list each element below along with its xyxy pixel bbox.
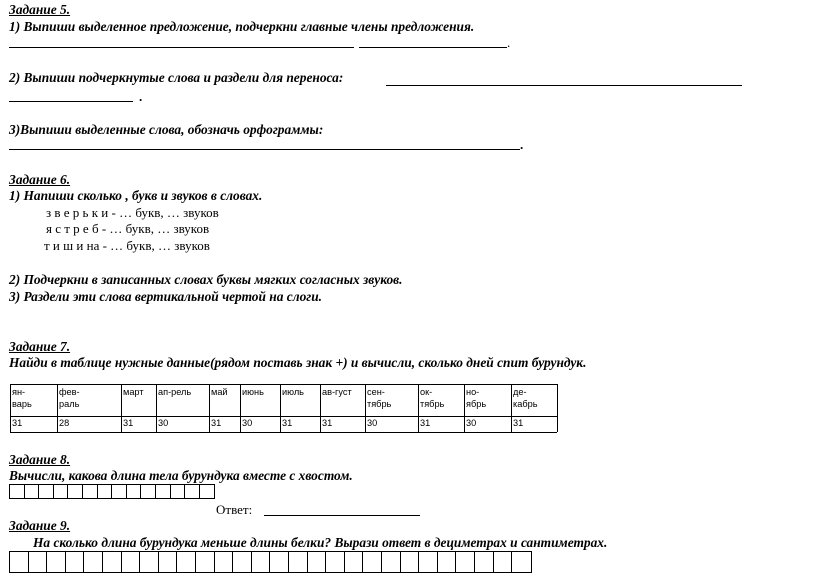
task9-text: На сколько длина бурундука меньше длины белки? Вырази ответ в дециметрах и сантиметрах. [33,535,608,550]
grid-cell[interactable] [97,484,113,499]
grid-cell[interactable] [102,551,122,573]
days-cell[interactable] [365,416,418,432]
grid-cell[interactable] [214,551,234,573]
grid-cell[interactable] [400,551,420,573]
task6-question-2: 2) Подчеркни в записанных словах буквы мягких согласных звуков. [9,272,403,287]
word-letters-sounds: я с т р е б - … букв, … звуков [46,221,210,236]
month-name-part: раль [59,399,80,409]
grid-cell[interactable] [126,484,142,499]
grid-cell[interactable] [82,484,98,499]
grid-cell[interactable] [67,484,83,499]
days-value: 30 [367,418,378,428]
month-cell[interactable] [121,384,156,416]
answer-line[interactable] [9,149,520,150]
month-cell[interactable] [511,384,557,416]
month-name: июль [282,387,304,397]
days-cell[interactable] [209,416,240,432]
days-value: 31 [420,418,431,428]
grid-cell[interactable] [199,484,216,499]
task8-title: Задание 8. [9,452,71,467]
days-value: 30 [466,418,477,428]
month-name-part: тябрь [367,399,392,409]
table-grid-line [557,384,558,432]
grid-cell[interactable] [83,551,103,573]
answer-line[interactable] [9,101,133,102]
grid-cell[interactable] [232,551,252,573]
grid-cell[interactable] [307,551,327,573]
grid-cell[interactable] [9,551,29,573]
month-name-part: тябрь [420,399,445,409]
answer-label: Ответ: [216,502,253,517]
grid-cell[interactable] [325,551,345,573]
grid-cell[interactable] [111,484,127,499]
grid-cell[interactable] [362,551,382,573]
month-name: ян- [12,387,26,397]
month-cell[interactable] [418,384,464,416]
word-letters-sounds: т и ш и на - … букв, … звуков [44,238,210,253]
grid-cell[interactable] [24,484,40,499]
grid-cell[interactable] [437,551,457,573]
task5-question-3: 3)Выпиши выделенные слова, обозначь орфограммы: [9,122,324,137]
month-name: май [211,387,228,397]
month-cell[interactable] [57,384,121,416]
grid-cell[interactable] [288,551,308,573]
task7-title: Задание 7. [9,339,71,354]
month-cell[interactable] [365,384,418,416]
grid-cell[interactable] [176,551,196,573]
grid-cell[interactable] [269,551,289,573]
grid-cell[interactable] [455,551,475,573]
grid-cell[interactable] [170,484,186,499]
days-cell[interactable] [240,416,280,432]
days-cell[interactable] [418,416,464,432]
grid-cell[interactable] [53,484,69,499]
answer-line[interactable] [9,47,354,48]
month-name: ап-рель [158,387,192,397]
answer-line[interactable] [264,515,420,516]
grid-cell[interactable] [28,551,48,573]
task8-text: Вычисли, какова длина тела бурундука вместе с хвостом. [9,468,353,483]
grid-cell[interactable] [140,484,156,499]
days-value: 28 [59,418,70,428]
task5-question-1: 1) Выпиши выделенное предложение, подчеркни главные члены предложения. [9,19,475,34]
line-end-period: . [139,89,143,104]
days-cell[interactable] [280,416,320,432]
days-value: 31 [513,418,524,428]
grid-cell[interactable] [381,551,401,573]
month-name: июнь [242,387,264,397]
days-value: 30 [242,418,253,428]
days-cell[interactable] [10,416,57,432]
grid-cell[interactable] [46,551,66,573]
grid-cell[interactable] [184,484,200,499]
grid-cell[interactable] [155,484,171,499]
month-cell[interactable] [209,384,240,416]
days-value: 31 [282,418,293,428]
days-cell[interactable] [121,416,156,432]
month-name: сен- [367,387,385,397]
days-cell[interactable] [57,416,121,432]
month-name-part: ябрь [466,399,487,409]
table-grid-line [10,432,557,433]
month-cell[interactable] [320,384,365,416]
month-name-part: кабрь [513,399,538,409]
month-cell[interactable] [10,384,57,416]
days-value: 30 [158,418,169,428]
task5-question-2: 2) Выпиши подчеркнутые слова и раздели для переноса: [9,70,344,85]
grid-cell[interactable] [493,551,513,573]
task6-title: Задание 6. [9,172,71,187]
grid-cell[interactable] [38,484,54,499]
month-name: де- [513,387,527,397]
month-name: но- [466,387,480,397]
month-name: фев- [59,387,80,397]
grid-cell[interactable] [195,551,215,573]
answer-line[interactable] [386,85,742,86]
task5-title: Задание 5. [9,2,71,17]
grid-cell[interactable] [418,551,438,573]
grid-cell[interactable] [511,551,532,573]
month-cell[interactable] [280,384,320,416]
days-value: 31 [211,418,222,428]
days-value: 31 [12,418,23,428]
answer-line[interactable] [359,47,507,48]
line-end-period: . [520,137,524,152]
month-name: ав-густ [322,387,352,397]
days-value: 31 [123,418,134,428]
days-cell[interactable] [511,416,557,432]
month-cell[interactable] [240,384,280,416]
grid-cell[interactable] [474,551,494,573]
task6-question-1: 1) Напиши сколько , букв и звуков в словах. [9,188,263,203]
month-name: март [123,387,144,397]
grid-cell[interactable] [9,484,25,499]
grid-cell[interactable] [139,551,159,573]
line-end-period: . [507,35,511,50]
days-cell[interactable] [156,416,209,432]
task6-question-3: 3) Раздели эти слова вертикальной чертой на слоги. [9,289,323,304]
task9-title: Задание 9. [9,518,71,533]
days-cell[interactable] [464,416,511,432]
grid-cell[interactable] [121,551,141,573]
month-cell[interactable] [464,384,511,416]
task7-text: Найди в таблице нужные данные(рядом поставь знак +) и вычисли, сколько дней спит бурундук. [9,355,587,370]
grid-cell[interactable] [251,551,271,573]
days-value: 31 [322,418,333,428]
month-name-part: варь [12,399,32,409]
grid-cell[interactable] [65,551,85,573]
days-cell[interactable] [320,416,365,432]
month-name: ок- [420,387,433,397]
word-letters-sounds: з в е р ь к и - … букв, … звуков [46,205,219,220]
month-cell[interactable] [156,384,209,416]
grid-cell[interactable] [158,551,178,573]
grid-cell[interactable] [344,551,364,573]
